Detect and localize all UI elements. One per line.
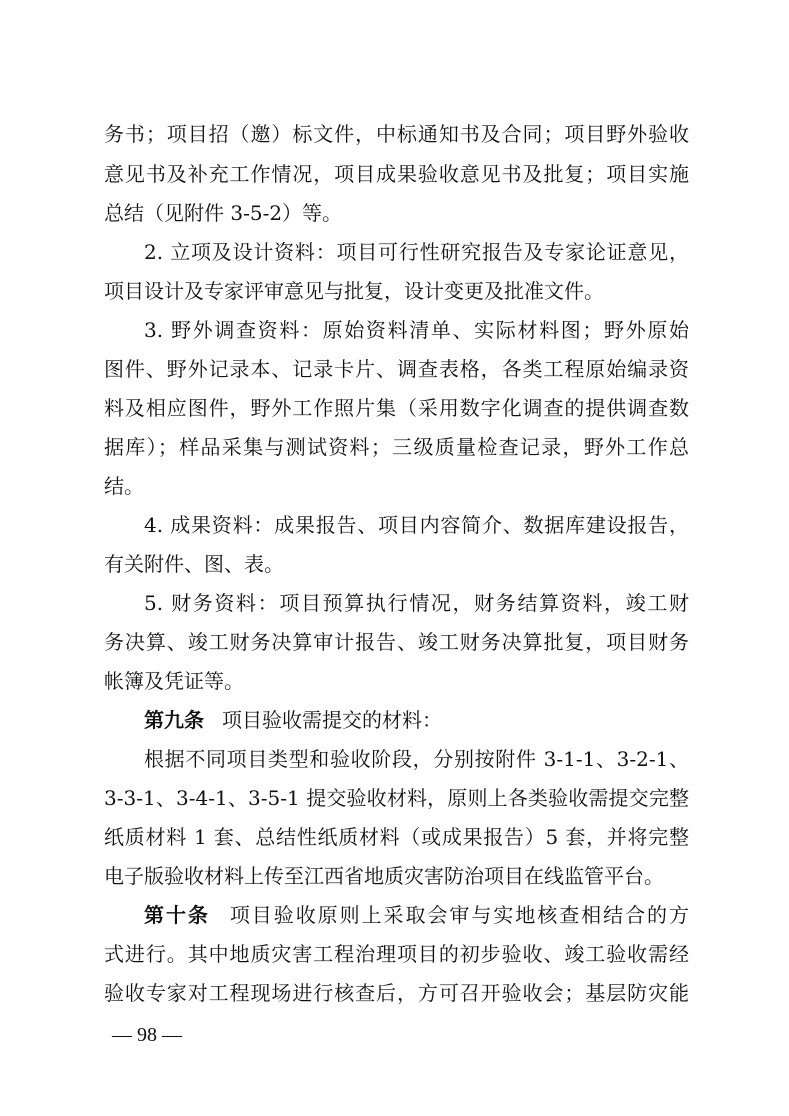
text-line: 电子版验收材料上传至江西省地质灾害防治项目在线监管平台。 [104, 864, 664, 888]
article-10-line [144, 898, 689, 932]
text-line: 4. 成果资料：成果报告、项目内容简介、数据库建设报告， [144, 513, 689, 537]
text-line: 总结（见附件 3-5-2）等。 [104, 201, 343, 225]
text-line: 3-3-1、3-4-1、3-5-1 提交验收材料，原则上各类验收需提交完整 [104, 786, 689, 810]
text-line: 意见书及补充工作情况，项目成果验收意见书及批复；项目实施 [104, 162, 689, 186]
article-9-title: 项目验收需提交的材料： [222, 708, 442, 732]
text-line: 务决算、竣工财务决算审计报告、竣工财务决算批复，项目财务 [104, 630, 689, 654]
text-line: 式进行。其中地质灾害工程治理项目的初步验收、竣工验收需经 [104, 942, 689, 966]
text-line: 图件、野外记录本、记录卡片、调查表格，各类工程原始编录资 [104, 357, 689, 381]
text-line: 料及相应图件，野外工作照片集（采用数字化调查的提供调查数 [104, 396, 689, 420]
text-line: 项目设计及专家评审意见与批复，设计变更及批准文件。 [104, 279, 604, 303]
text-line: 3. 野外调查资料：原始资料清单、实际材料图；野外原始 [144, 318, 689, 342]
article-9-line [144, 703, 689, 737]
text-line: 帐簿及凭证等。 [104, 669, 244, 693]
text-line: 据库）；样品采集与测试资料；三级质量检查记录，野外工作总 [104, 435, 689, 459]
text-line: 结。 [104, 474, 144, 498]
article-10-text: 项目验收原则上采取会审与实地核查相结合的方 [227, 903, 689, 927]
text-line: 有关附件、图、表。 [104, 552, 284, 576]
article-9-heading: 第九条 [144, 708, 204, 732]
text-line: 2. 立项及设计资料：项目可行性研究报告及专家论证意见， [144, 240, 689, 264]
text-line: 根据不同项目类型和验收阶段，分别按附件 3-1-1、3-2-1、 [144, 747, 689, 771]
text-line: 务书；项目招（邀）标文件，中标通知书及合同；项目野外验收 [104, 122, 689, 146]
text-line: 验收专家对工程现场进行核查后，方可召开验收会；基层防灾能 [104, 981, 689, 1005]
text-line: 纸质材料 1 套、总结性纸质材料（或成果报告）5 套，并将完整 [104, 825, 689, 849]
text-line: 5. 财务资料：项目预算执行情况，财务结算资料，竣工财 [144, 591, 689, 615]
page-number: — 98 — [112, 1024, 182, 1046]
article-10-heading: 第十条 [144, 903, 210, 927]
